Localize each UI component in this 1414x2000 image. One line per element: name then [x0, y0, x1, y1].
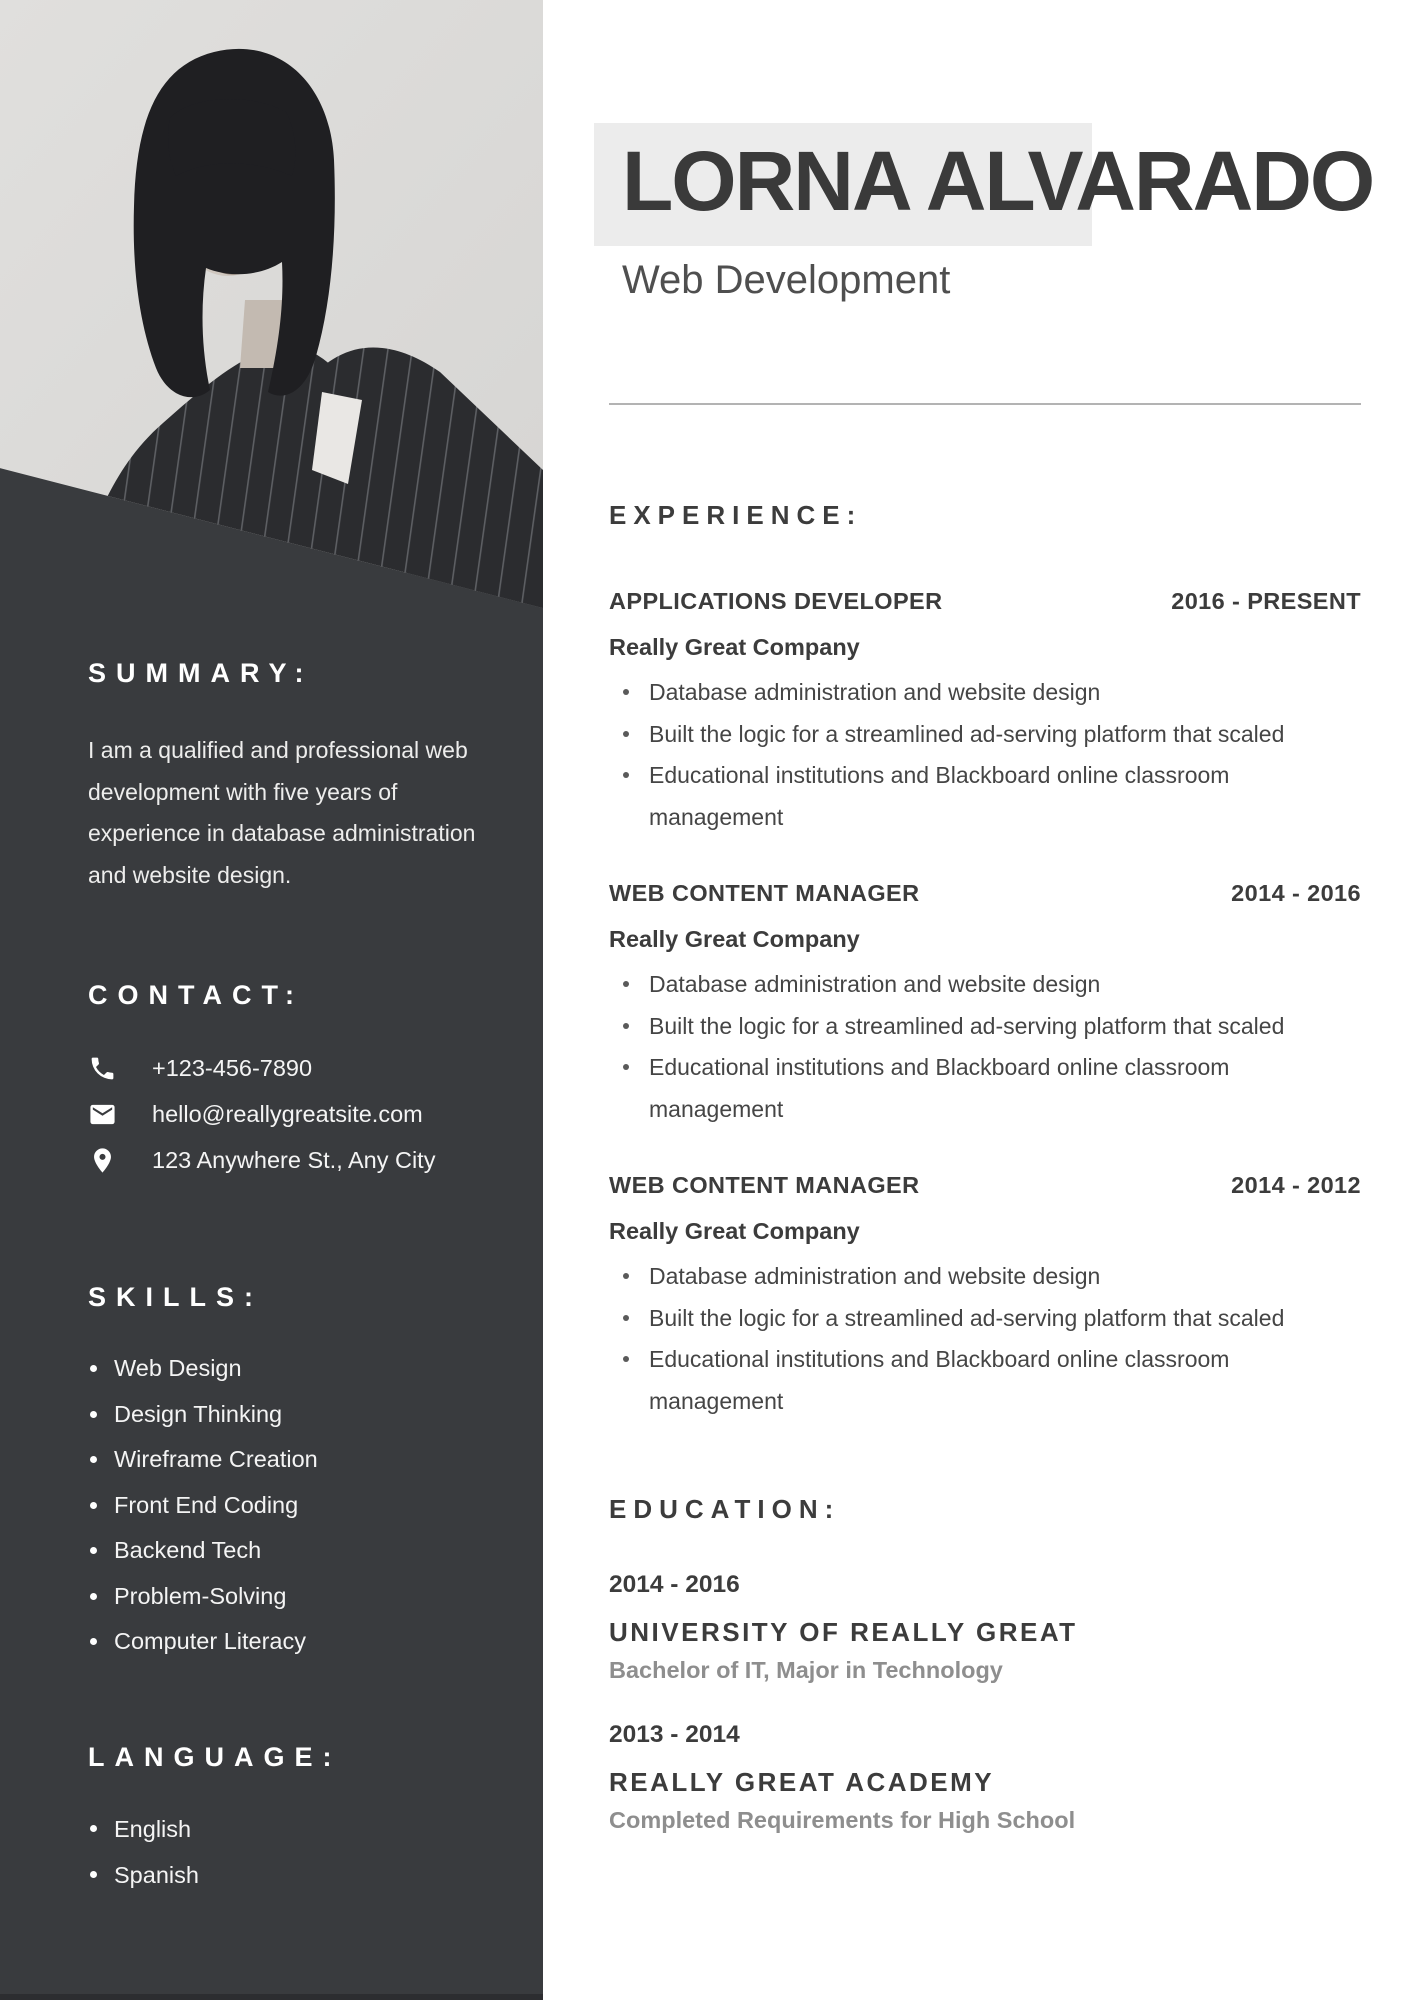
street-address: 123 Anywhere St., Any City — [152, 1146, 436, 1173]
job-head — [609, 1170, 1361, 1200]
language-list — [88, 1806, 508, 1898]
education-dates: 2014 - 2016 — [609, 1571, 740, 1598]
job-bullets — [609, 1256, 1361, 1422]
job-company: Really Great Company — [609, 634, 860, 660]
skill-item: Wireframe Creation — [88, 1437, 508, 1483]
job-company: Really Great Company — [609, 1218, 860, 1244]
job-title: WEB CONTENT MANAGER — [609, 880, 920, 906]
contact-list — [88, 1052, 508, 1190]
experience-heading: EXPERIENCE: — [609, 500, 863, 530]
job-title: APPLICATIONS DEVELOPER — [609, 588, 943, 614]
contact-row-address — [88, 1144, 508, 1176]
skill-item: Problem-Solving — [88, 1574, 508, 1620]
skill-item: Front End Coding — [88, 1483, 508, 1529]
language-item: English — [88, 1806, 508, 1852]
job-title: WEB CONTENT MANAGER — [609, 1172, 920, 1198]
education-detail: Completed Requirements for High School — [609, 1807, 1076, 1833]
job-bullets — [609, 672, 1361, 838]
education-school: UNIVERSITY OF REALLY GREAT — [609, 1617, 1078, 1647]
summary-text: I am a qualified and professional web development with five years of experience in database administration and website design. — [88, 737, 476, 888]
skill-item: Web Design — [88, 1346, 508, 1392]
education-detail: Bachelor of IT, Major in Technology — [609, 1657, 1003, 1683]
job-bullet: Educational institutions and Blackboard online classroom management — [609, 755, 1361, 838]
education-school: REALLY GREAT ACADEMY — [609, 1767, 995, 1797]
language-heading: LANGUAGE: — [88, 1742, 342, 1772]
education-entry — [609, 1570, 1361, 1685]
job-head — [609, 878, 1361, 908]
header-divider — [609, 403, 1361, 405]
skill-item: Backend Tech — [88, 1528, 508, 1574]
job-entry — [609, 1170, 1361, 1422]
contact-heading: CONTACT: — [88, 980, 304, 1010]
email-icon — [88, 1100, 152, 1129]
education-heading: EDUCATION: — [609, 1494, 841, 1524]
job-bullet: Educational institutions and Blackboard online classroom management — [609, 1047, 1361, 1130]
job-bullet: Built the logic for a streamlined ad-serving platform that scaled — [609, 1298, 1361, 1340]
job-bullet: Database administration and website design — [609, 964, 1361, 1006]
phone-number: +123-456-7890 — [152, 1054, 313, 1081]
education-section — [609, 1570, 1361, 1835]
job-company: Really Great Company — [609, 926, 860, 952]
skills-heading: SKILLS: — [88, 1282, 263, 1312]
job-title-subtitle: Web Development — [622, 258, 951, 302]
language-item: Spanish — [88, 1852, 508, 1898]
education-dates: 2013 - 2014 — [609, 1721, 740, 1748]
phone-icon — [88, 1054, 152, 1083]
location-icon — [88, 1146, 152, 1175]
portrait-illustration — [0, 0, 543, 608]
job-head — [609, 586, 1361, 616]
job-dates: 2014 - 2016 — [1231, 880, 1361, 906]
profile-photo — [0, 0, 543, 608]
page-title: LORNA ALVARADO — [622, 134, 1374, 228]
job-bullet: Built the logic for a streamlined ad-serving platform that scaled — [609, 1006, 1361, 1048]
job-bullet: Built the logic for a streamlined ad-serving platform that scaled — [609, 714, 1361, 756]
experience-section — [609, 586, 1361, 1422]
skills-list — [88, 1346, 508, 1665]
education-entry — [609, 1720, 1361, 1835]
summary-heading: SUMMARY: — [88, 658, 314, 688]
contact-row-phone — [88, 1052, 508, 1084]
email-address: hello@reallygreatsite.com — [152, 1100, 423, 1127]
job-bullet: Database administration and website design — [609, 672, 1361, 714]
job-entry — [609, 878, 1361, 1130]
job-dates: 2014 - 2012 — [1231, 1172, 1361, 1198]
job-entry — [609, 586, 1361, 838]
job-dates: 2016 - PRESENT — [1171, 588, 1361, 614]
sidebar — [0, 0, 543, 2000]
skill-item: Computer Literacy — [88, 1619, 508, 1665]
job-bullet: Educational institutions and Blackboard online classroom management — [609, 1339, 1361, 1422]
job-bullet: Database administration and website design — [609, 1256, 1361, 1298]
job-bullets — [609, 964, 1361, 1130]
skill-item: Design Thinking — [88, 1392, 508, 1438]
contact-row-email — [88, 1098, 508, 1130]
